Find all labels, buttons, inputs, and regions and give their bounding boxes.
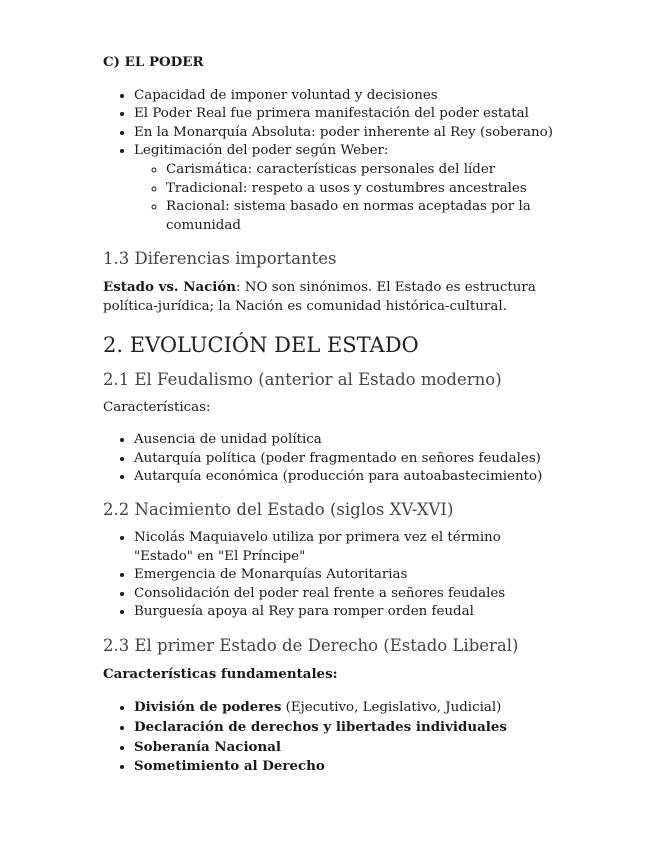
intro-fundamentales (103, 665, 563, 685)
list-item: • Emergencia de Monarquías Autoritarias (134, 566, 563, 585)
document-body (103, 53, 563, 777)
list-item (134, 718, 563, 738)
weber-sublist (134, 161, 563, 235)
list-item (134, 757, 563, 777)
poder-list (103, 87, 563, 236)
heading-1-3: 1.3 Diferencias importantes (103, 249, 337, 269)
estado-liberal-list (103, 698, 563, 776)
bold-term: Sometimiento al Derecho (134, 758, 325, 775)
heading-2-3: 2.3 El primer Estado de Derecho (Estado Liberal) (103, 635, 519, 655)
sublist-item: ◦ Racional: sistema basado en normas aceptadas por la comunidad (166, 198, 563, 235)
list-item-text: (Ejecutivo, Legislativo, Judicial) (281, 700, 502, 716)
bold-term: Declaración de derechos y libertades individuales (134, 719, 507, 736)
list-item: • Autarquía política (poder fragmentado en señores feudales) (134, 450, 563, 469)
sublist-item: ◦ Carismática: características personales del líder (166, 161, 563, 180)
list-item: • Autarquía económica (producción para autoabastecimiento) (134, 468, 563, 487)
list-item: • Consolidación del poder real frente a señores feudales (134, 585, 563, 604)
list-item: • Capacidad de imponer voluntad y decisiones (134, 87, 563, 106)
list-item: • Burguesía apoya al Rey para romper orden feudal (134, 603, 563, 622)
section-c-title: C) EL PODER (103, 54, 204, 70)
list-item-text: Legitimación del poder según Weber: (134, 143, 389, 159)
feudalismo-list (103, 431, 563, 487)
heading-2-1: 2.1 El Feudalismo (anterior al Estado moderno) (103, 369, 502, 389)
list-item: • Nicolás Maquiavelo utiliza por primera vez el término "Estado" en "El Príncipe" (134, 529, 563, 566)
bold-term: División de poderes (134, 699, 282, 716)
paragraph-text: : NO son sinónimos. El Estado es estructura política-jurídica; la Nación es comunidad histórica-cultural. (103, 280, 536, 314)
bold-intro: Características fundamentales: (103, 665, 338, 682)
intro-caracteristicas: Características: (103, 399, 211, 415)
list-item (134, 698, 563, 718)
list-item: • Ausencia de unidad política (134, 431, 563, 450)
heading-2: 2. EVOLUCIÓN DEL ESTADO (103, 332, 419, 357)
bold-term: Soberanía Nacional (134, 738, 281, 755)
list-item: • El Poder Real fue primera manifestación del poder estatal (134, 105, 563, 124)
bold-term: Estado vs. Nación (103, 279, 237, 296)
paragraph-estado-nacion (103, 278, 563, 316)
list-item: • En la Monarquía Absoluta: poder inherente al Rey (soberano) (134, 124, 563, 143)
nacimiento-list (103, 529, 563, 622)
list-item (134, 142, 563, 235)
heading-2-2: 2.2 Nacimiento del Estado (siglos XV-XVI) (103, 499, 454, 519)
sublist-item: ◦ Tradicional: respeto a usos y costumbres ancestrales (166, 180, 563, 199)
list-item (134, 738, 563, 758)
